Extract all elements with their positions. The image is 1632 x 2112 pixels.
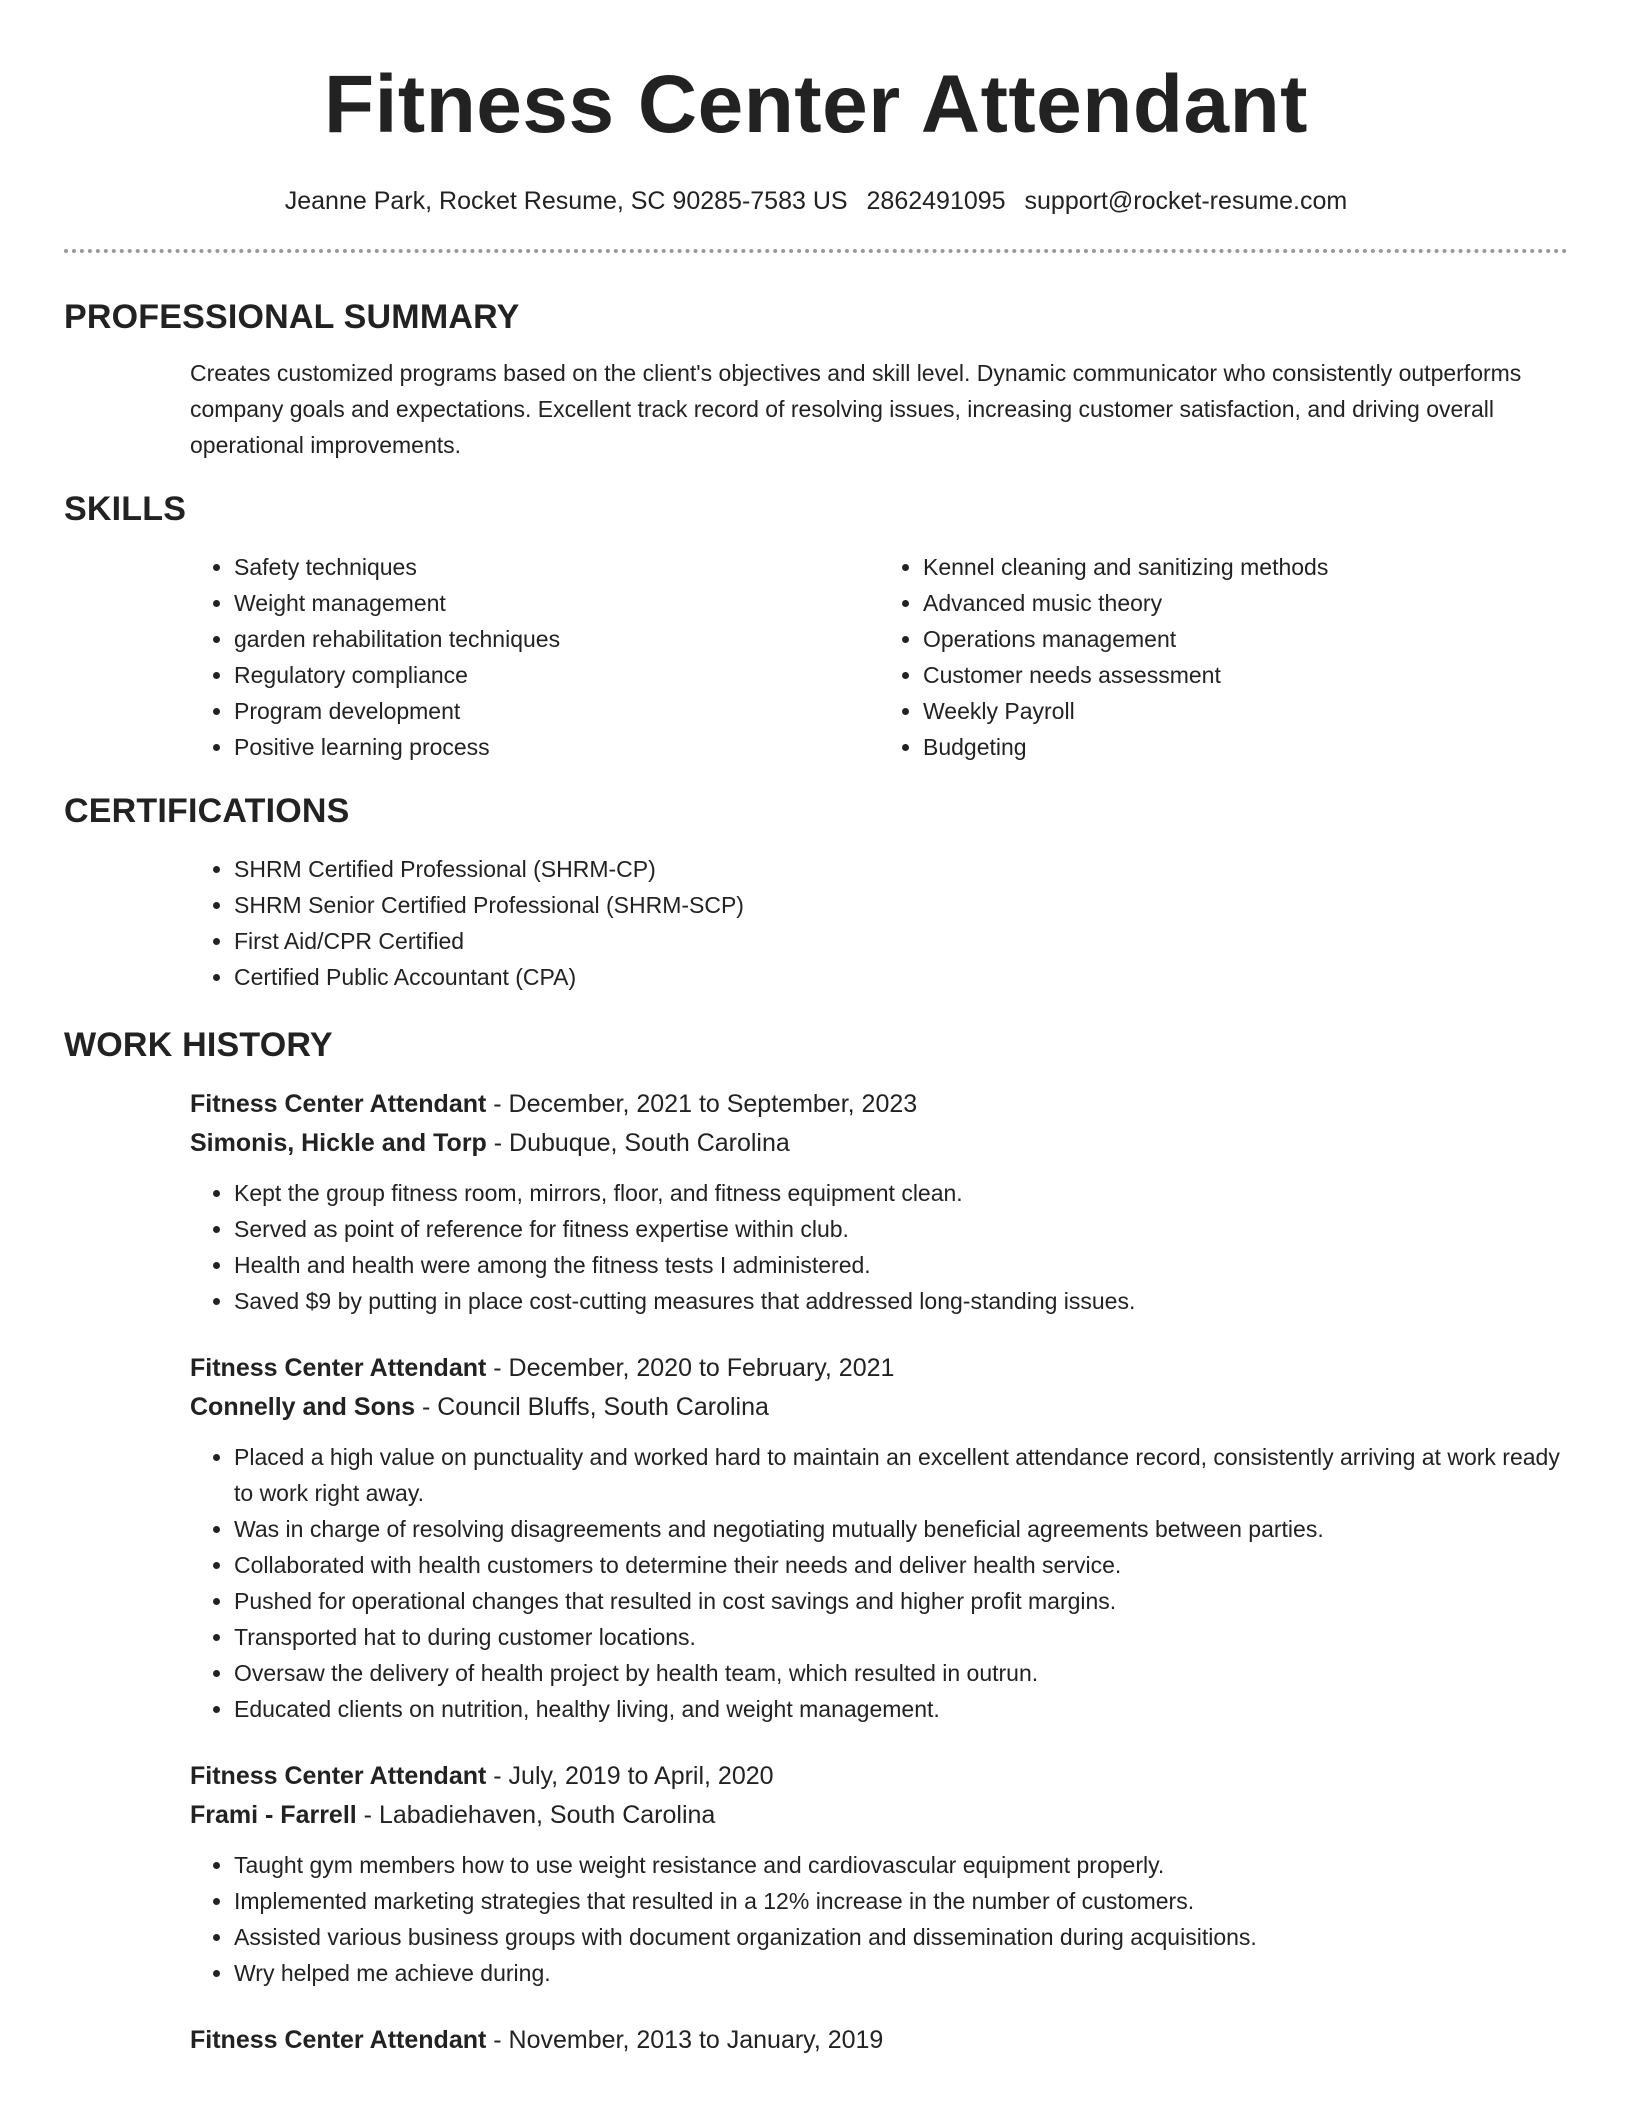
- skills-columns: [190, 549, 1568, 765]
- job-entry: [190, 1757, 1568, 1991]
- skill-item: • Program development: [234, 693, 879, 729]
- job-title: Fitness Center Attendant: [190, 1762, 487, 1790]
- summary-block: [190, 355, 1568, 463]
- job-title: Fitness Center Attendant: [190, 1354, 487, 1382]
- job-bullet: • Collaborated with health customers to determine their needs and deliver health service.: [234, 1547, 1568, 1583]
- job-bullet: • Kept the group fitness room, mirrors, floor, and fitness equipment clean.: [234, 1175, 1568, 1211]
- job-bullets: [190, 1847, 1568, 1991]
- job-company: Connelly and Sons: [190, 1393, 416, 1421]
- job-bullet: • Transported hat to during customer locations.: [234, 1619, 1568, 1655]
- certification-item: • First Aid/CPR Certified: [234, 923, 1568, 959]
- resume-page: [64, 0, 1568, 2060]
- job-bullet: • Taught gym members how to use weight resistance and cardiovascular equipment properly.: [234, 1847, 1568, 1883]
- skill-item: • Weight management: [234, 585, 879, 621]
- job-title-line: [190, 2021, 1568, 2060]
- job-bullet: • Assisted various business groups with document organization and dissemination during acquisitions.: [234, 1919, 1568, 1955]
- job-dates: - November, 2013 to January, 2019: [486, 2026, 884, 2054]
- job-entry: [190, 1349, 1568, 1727]
- job-company-line: [190, 1388, 1568, 1427]
- job-entry: [190, 1085, 1568, 1319]
- job-company-line: [190, 1796, 1568, 1835]
- skill-item: • Advanced music theory: [923, 585, 1568, 621]
- job-title-line: [190, 1757, 1568, 1796]
- certification-item: • SHRM Senior Certified Professional (SHRM-SCP): [234, 887, 1568, 923]
- job-bullets: [190, 1439, 1568, 1727]
- skills-list-right: [879, 549, 1568, 765]
- job-dates: - July, 2019 to April, 2020: [486, 1762, 774, 1790]
- header-divider: [64, 249, 1568, 253]
- job-location: - Dubuque, South Carolina: [486, 1129, 790, 1157]
- job-company-line: [190, 1124, 1568, 1163]
- skill-item: • Budgeting: [923, 729, 1568, 765]
- certifications-block: [190, 851, 1568, 995]
- section-heading-certifications: CERTIFICATIONS: [64, 792, 350, 830]
- skill-item: • Safety techniques: [234, 549, 879, 585]
- job-bullet: • Was in charge of resolving disagreements and negotiating mutually beneficial agreements between parties.: [234, 1511, 1568, 1547]
- skills-list-left: [190, 549, 879, 765]
- skill-item: • Kennel cleaning and sanitizing methods: [923, 549, 1568, 585]
- skill-item: • Weekly Payroll: [923, 693, 1568, 729]
- job-location: - Council Bluffs, South Carolina: [415, 1393, 769, 1421]
- job-company: Frami - Farrell: [190, 1801, 357, 1829]
- job-dates: - December, 2020 to February, 2021: [486, 1354, 895, 1382]
- job-bullet: • Oversaw the delivery of health project by health team, which resulted in outrun.: [234, 1655, 1568, 1691]
- job-bullet: • Implemented marketing strategies that resulted in a 12% increase in the number of customers.: [234, 1883, 1568, 1919]
- skill-item: • Positive learning process: [234, 729, 879, 765]
- summary-text: Creates customized programs based on the client's objectives and skill level. Dynamic communicator who consistently outperforms company goals and expectations. Excellent track record of resolving issues, increasing customer satisfaction, and driving overall operational improvements.: [190, 360, 1522, 458]
- certification-item: • SHRM Certified Professional (SHRM-CP): [234, 851, 1568, 887]
- job-bullet: • Wry helped me achieve during.: [234, 1955, 1568, 1991]
- section-heading-work-history: WORK HISTORY: [64, 1026, 333, 1064]
- job-bullet: • Educated clients on nutrition, healthy living, and weight management.: [234, 1691, 1568, 1727]
- certification-item: • Certified Public Accountant (CPA): [234, 959, 1568, 995]
- job-bullets: [190, 1175, 1568, 1319]
- job-dates: - December, 2021 to September, 2023: [486, 1090, 918, 1118]
- job-bullet: • Saved $9 by putting in place cost-cutting measures that addressed long-standing issues.: [234, 1283, 1568, 1319]
- resume-title: Fitness Center Attendant: [324, 59, 1308, 150]
- skill-item: • Regulatory compliance: [234, 657, 879, 693]
- job-bullet: • Pushed for operational changes that resulted in cost savings and higher profit margins.: [234, 1583, 1568, 1619]
- skill-item: • garden rehabilitation techniques: [234, 621, 879, 657]
- job-bullet: • Served as point of reference for fitness expertise within club.: [234, 1211, 1568, 1247]
- job-title: Fitness Center Attendant: [190, 1090, 487, 1118]
- job-title-line: [190, 1085, 1568, 1124]
- job-bullet: • Health and health were among the fitness tests I administered.: [234, 1247, 1568, 1283]
- skill-item: • Operations management: [923, 621, 1568, 657]
- section-heading-summary: PROFESSIONAL SUMMARY: [64, 298, 520, 336]
- contact-line: [64, 184, 1568, 218]
- job-bullet: • Placed a high value on punctuality and worked hard to maintain an excellent attendance record, consistently arriving at work ready to work right away.: [234, 1439, 1568, 1511]
- job-location: - Labadiehaven, South Carolina: [356, 1801, 716, 1829]
- job-title-line: [190, 1349, 1568, 1388]
- contact-phone: 2862491095: [866, 187, 1006, 215]
- skill-item: • Customer needs assessment: [923, 657, 1568, 693]
- job-company: Simonis, Hickle and Torp: [190, 1129, 487, 1157]
- job-title: Fitness Center Attendant: [190, 2026, 487, 2054]
- certifications-list: [190, 851, 1568, 995]
- contact-email: support@rocket-resume.com: [1024, 187, 1348, 215]
- contact-address: Jeanne Park, Rocket Resume, SC 90285-7583 US: [284, 187, 848, 215]
- job-entry: [190, 2021, 1568, 2060]
- section-heading-skills: SKILLS: [64, 490, 187, 528]
